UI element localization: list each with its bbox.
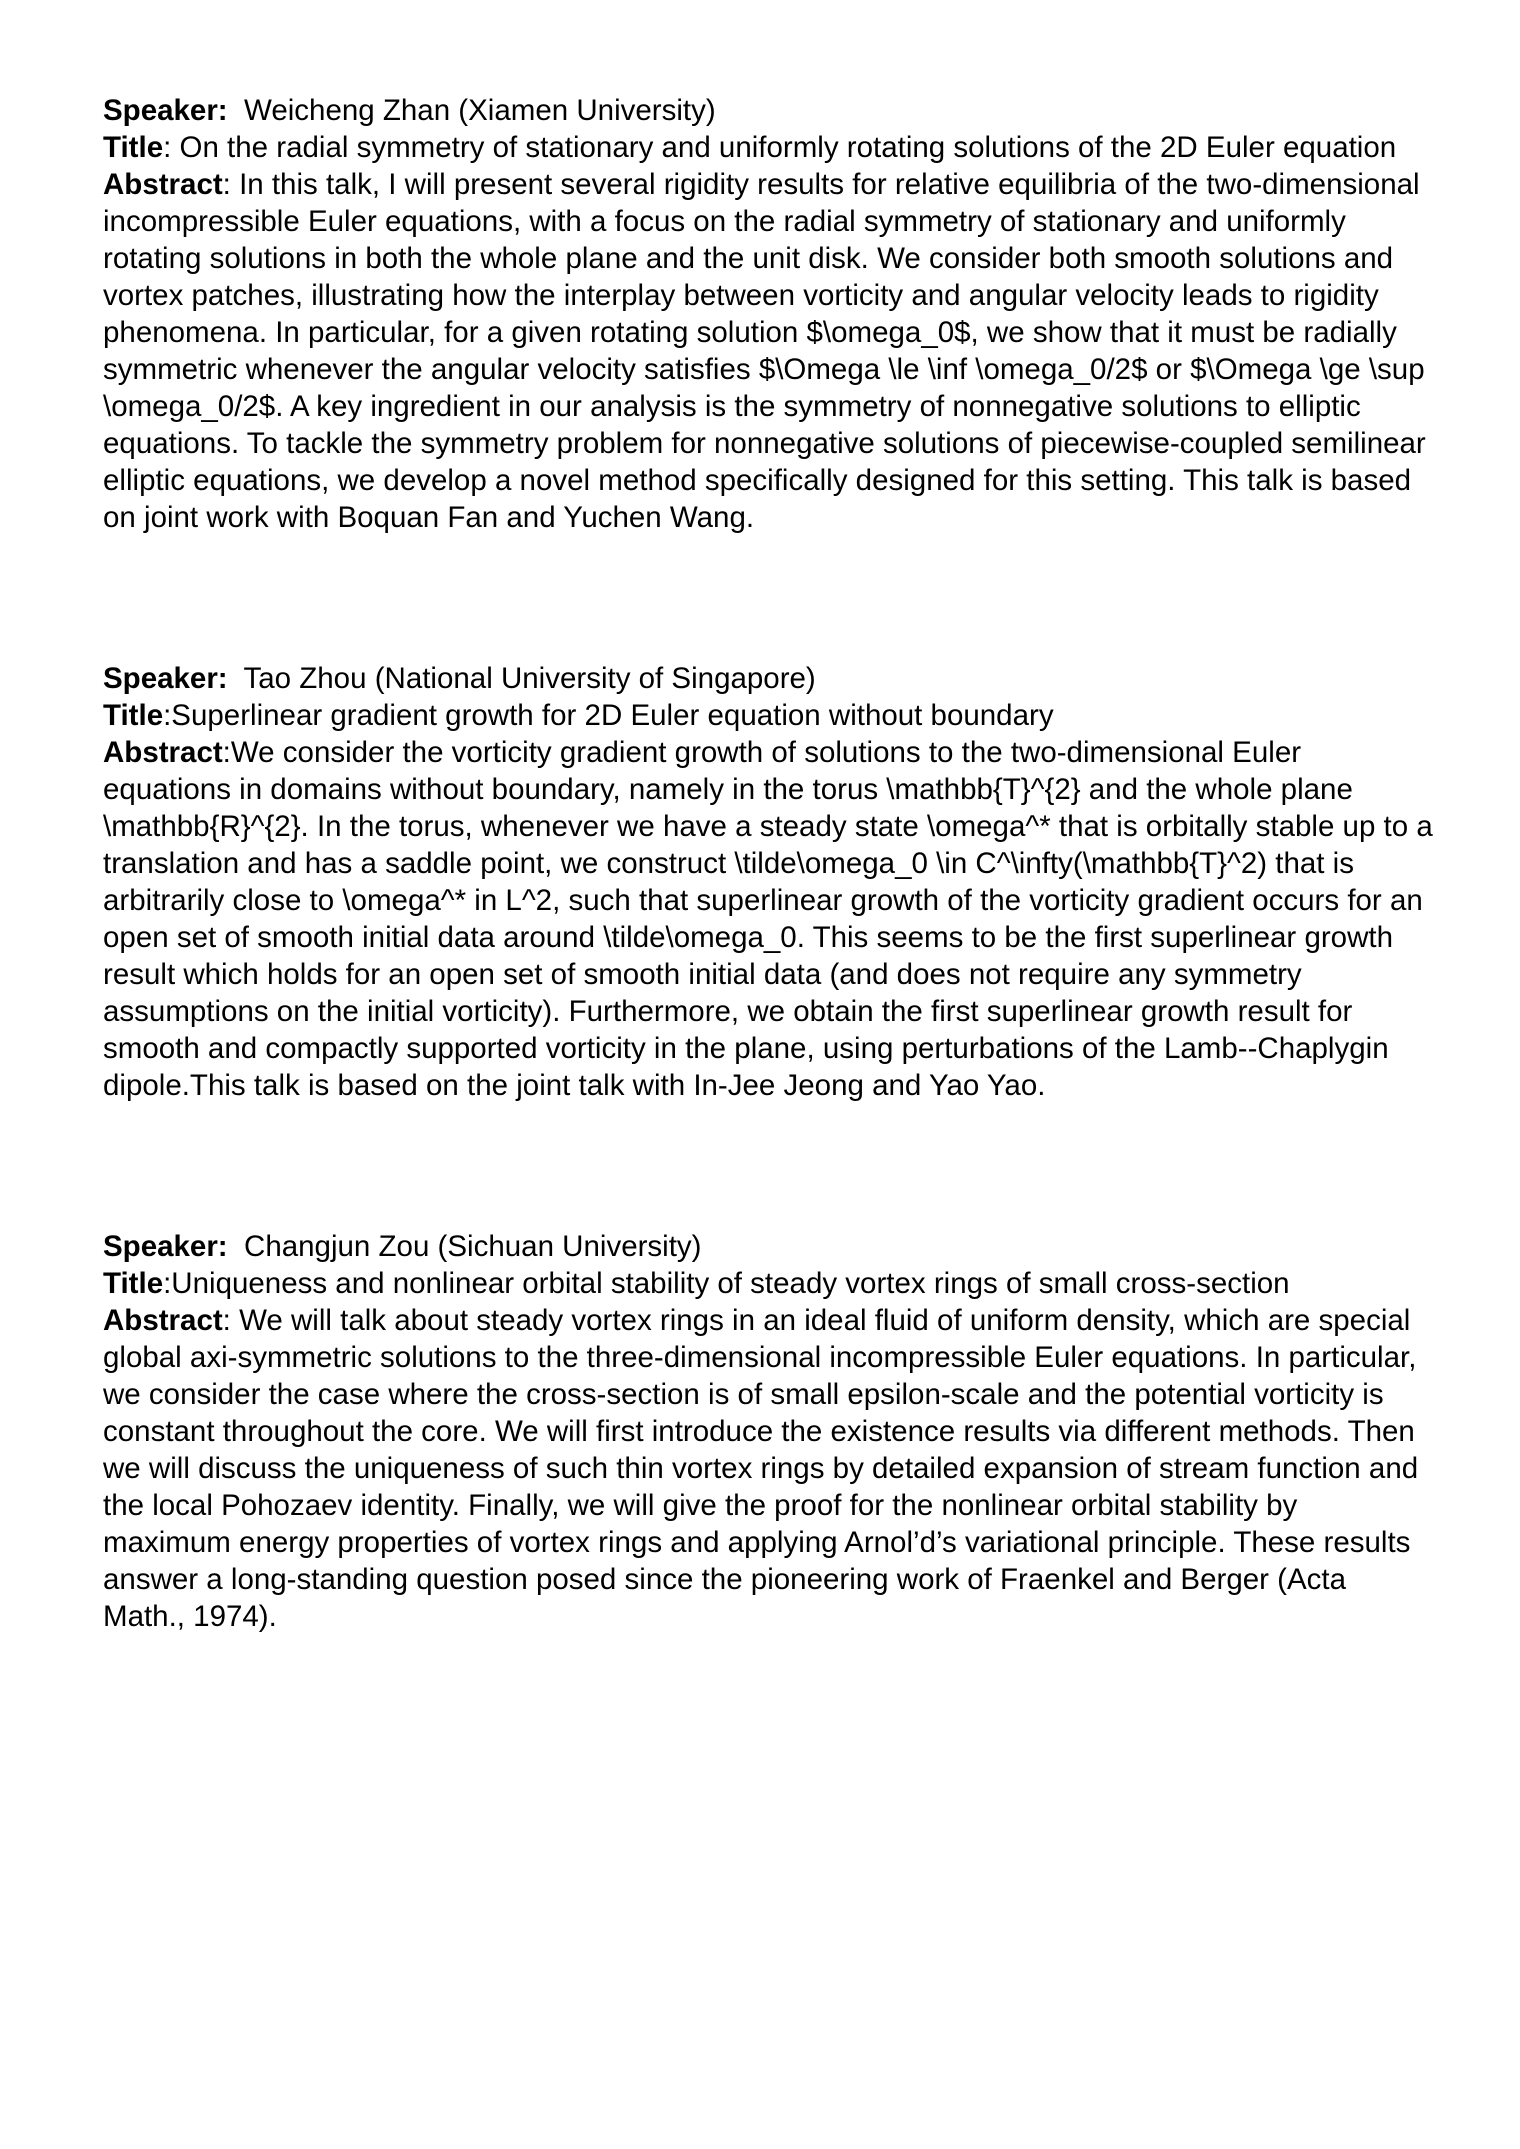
title-line [103,129,1433,166]
speaker-line [103,1228,1433,1265]
abstract-label: Abstract [103,736,223,769]
title-text: : On the radial symmetry of stationary and uniformly rotating solutions of the 2D Euler equation [163,131,1397,164]
speaker-line [103,660,1433,697]
speaker-name: Weicheng Zhan (Xiamen University) [227,94,716,127]
abstract-paragraph [103,166,1433,536]
speaker-name: Changjun Zou (Sichuan University) [227,1230,702,1263]
title-label: Title [103,699,164,732]
speaker-name: Tao Zhou (National University of Singapore) [227,662,816,695]
speaker-label: Speaker: [103,94,228,127]
abstract-label: Abstract [103,1304,223,1337]
abstract-paragraph [103,734,1441,1104]
speaker-line [103,92,1433,129]
title-line [103,697,1433,734]
speaker-label: Speaker: [103,1230,228,1263]
title-text: :Uniqueness and nonlinear orbital stability of steady vortex rings of small cross-section [163,1267,1290,1300]
title-text: :Superlinear gradient growth for 2D Euler equation without boundary [163,699,1054,732]
title-label: Title [103,1267,164,1300]
abstract-paragraph [103,1302,1433,1635]
abstract-text: :We consider the vorticity gradient growth of solutions to the two-dimensional Euler equations in domains without boundary, namely in the torus \mathbb{T}^{2} and the whole plane \mathbb{R}^{2}. In the torus, whenever we have a steady state \omega^* that is orbitally stable up to a translation and has a saddle point, we construct \tilde\omega_0 \in C^\infty(\mathbb{T}^2) that is arbitrarily close to \omega^* in L^2, such that superlinear growth of the vorticity gradient occurs for an open set of smooth initial data around \tilde\omega_0. This seems to be the first superlinear growth result which holds for an open set of smooth initial data (and does not require any symmetry assumptions on the initial vorticity). Furthermore, we obtain the first superlinear growth result for smooth and compactly supported vorticity in the plane, using perturbations of the Lamb--Chaplygin dipole.This talk is based on the joint talk with In-Jee Jeong and Yao Yao. [103,736,1441,1102]
abstract-label: Abstract [103,168,223,201]
abstract-text: : We will talk about steady vortex rings in an ideal fluid of uniform density, which are special global axi-symmetric solutions to the three-dimensional incompressible Euler equations. In particular, we consider the case where the cross-section is of small epsilon-scale and the potential vorticity is constant throughout the core. We will first introduce the existence results via different methods. Then we will discuss the uniqueness of such thin vortex rings by detailed expansion of stream function and the local Pohozaev identity. Finally, we will give the proof for the nonlinear orbital stability by maximum energy properties of vortex rings and applying Arnol’d’s variational principle. These results answer a long-standing question posed since the pioneering work of Fraenkel and Berger (Acta Math., 1974). [103,1304,1427,1633]
talk-section-1 [103,92,1433,536]
abstract-text: : In this talk, I will present several rigidity results for relative equilibria of the two-dimensional incompressible Euler equations, with a focus on the radial symmetry of stationary and uniformly rotating solutions in both the whole plane and the unit disk. We consider both smooth solutions and vortex patches, illustrating how the interplay between vorticity and angular velocity leads to rigidity phenomena. In particular, for a given rotating solution $\omega_0$, we show that it must be radially symmetric whenever the angular velocity satisfies $\Omega \le \inf \omega_0/2$ or $\Omega \ge \sup \omega_0/2$. A key ingredient in our analysis is the symmetry of nonnegative solutions to elliptic equations. To tackle the symmetry problem for nonnegative solutions of piecewise-coupled semilinear elliptic equations, we develop a novel method specifically designed for this setting. This talk is based on joint work with Boquan Fan and Yuchen Wang. [103,168,1434,534]
speaker-label: Speaker: [103,662,228,695]
title-line [103,1265,1433,1302]
talk-section-3 [103,1228,1433,1635]
title-label: Title [103,131,164,164]
talk-section-2 [103,660,1441,1104]
